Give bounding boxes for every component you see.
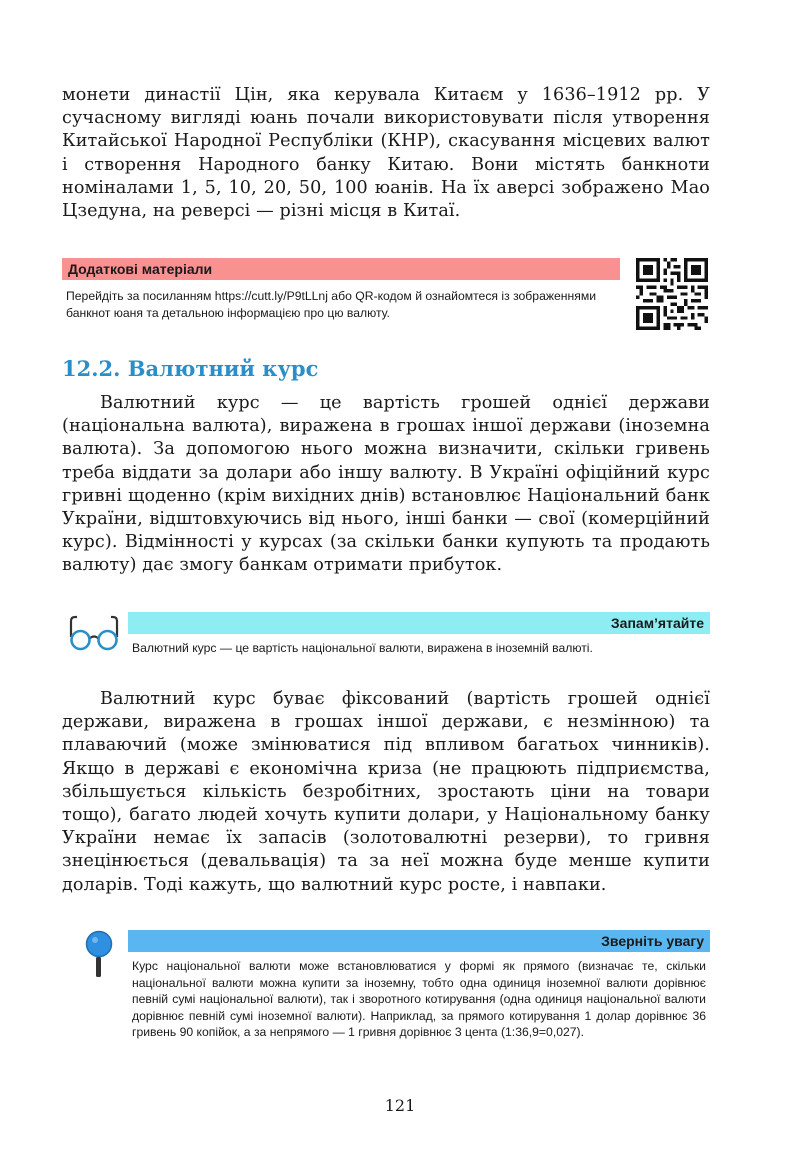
magnifier-icon [68, 930, 120, 980]
paragraph-1: Валютний курс — це вартість грошей однієї держави (національна валюта), виражена в грошах іншої держави (іноземна валюта). За допомогою нього можна визначити, скільки гривень треба віддати за долари або іншу валюту. В Україні офіційний курс гривні щоденно (крім вихідних днів) встановлює Національний банк України, відштовхуючись від нього, інші банки — свої (комерційний курс). Відмінності у курсах (за скільки банки купують та продають валюту) дає змогу банкам отримати прибуток. [62, 393, 710, 576]
intro-text-block [62, 84, 710, 223]
extra-materials-box [62, 258, 710, 330]
remember-title: Запам’ятайте [128, 612, 710, 634]
extra-materials-text: Перейдіть за посиланням https://cutt.ly/P9tLLnj або QR-кодом й ознайомтеся із зображеннями банкнот юаня та детальною інформацією про цю валюту. [66, 289, 597, 320]
remember-box [62, 612, 710, 684]
paragraph-2-block [62, 688, 710, 897]
extra-materials-title: Додаткові матеріали [62, 258, 620, 280]
remember-text: Валютний курс — це вартість національної валюти, виражена в іноземній валюті. [132, 641, 593, 655]
intro-paragraph: монети династії Цін, яка керувала Китаєм у 1636–1912 рр. У сучасному вигляді юань почали використовувати після утворення Китайської Народної Республіки (КНР), скасування місцевих валют і створення Народного банку Китаю. Вони містять банкноти номіналами 1, 5, 10, 20, 50, 100 юанів. На їх аверсі зображено Мао Цзедуна, на реверсі — різні місця в Китаї. [62, 85, 710, 222]
attention-box [62, 930, 710, 1070]
qr-code-icon[interactable] [636, 258, 708, 330]
section-title: 12.2. Валютний курс [62, 356, 319, 381]
attention-title: Зверніть увагу [128, 930, 710, 952]
paragraph-1-block [62, 392, 710, 578]
paragraph-2: Валютний курс буває фіксований (вартість грошей однієї держави, виражена в грошах іншої держави, є незмінною) та плаваючий (може змінюватися під впливом багатьох чинників). Якщо в державі є економічна криза (не працюють підприємства, збільшується кількість безробітних, зростають ціни на товари тощо), багато людей хочуть купити долари, у Національному банку України немає їх запасів (золотовалютні резерви), то гривня знецінюється (девальвація) та за неї можна буде менше купити доларів. Тоді кажуть, що валютний курс росте, і навпаки. [62, 689, 710, 895]
glasses-icon [68, 612, 120, 652]
attention-text: Курс національної валюти може встановлюватися у формі як прямого (визначає те, скільки національної валюти можна купити за іноземну, тобто одна одиниця іноземної валюти дорівнює певній сумі національної валюти), так і зворотного котирування (одна одиниця національної валюти дорівнює певній сумі іноземної валюти). Наприклад, за прямого котирування 1 долар дорівнює 36 гривень 90 копійок, а за непрямого — 1 гривня дорівнює 3 цента (1:36,9=0,027). [132, 959, 706, 1039]
page-number: 121 [384, 1096, 416, 1115]
